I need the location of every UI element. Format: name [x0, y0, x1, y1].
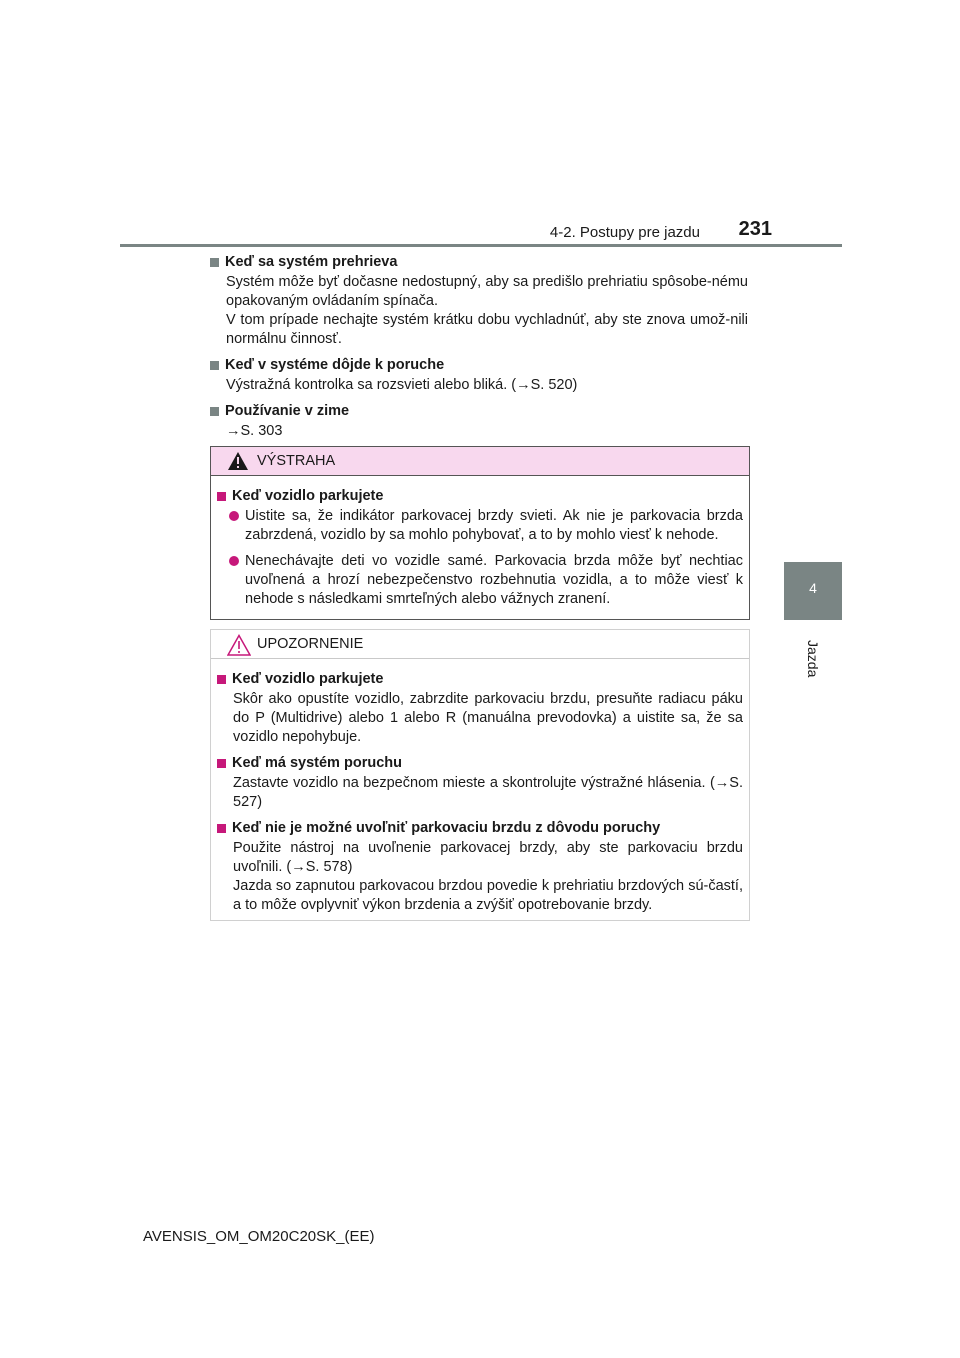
caution-item-title: Keď má systém poruchu: [232, 755, 402, 771]
page-header: [120, 218, 840, 246]
chapter-label-text: Jazda: [805, 640, 821, 678]
caution-line: Skôr ako opustíte vozidlo, zabrzdite parkovaciu brzdu, presuňte radiacu páku do P (Multidrive) alebo 1 alebo R (manuálna prevodovka) a uistite sa, že sa vozidlo nepohybuje.: [233, 691, 743, 745]
document-code: AVENSIS_OM_OM20C20SK_(EE): [143, 1228, 375, 1245]
item-line: →S. 303: [226, 423, 283, 439]
content-item: [210, 403, 748, 441]
main-content: [210, 254, 748, 449]
item-heading: [210, 357, 748, 373]
caution-triangle-icon: [227, 634, 251, 661]
caution-item-title: Keď vozidlo parkujete: [232, 671, 384, 687]
item-body: [226, 376, 748, 395]
square-bullet-icon: [210, 361, 219, 370]
caution-item: [217, 671, 743, 747]
item-body: [226, 273, 748, 349]
warning-bullet: [229, 552, 743, 609]
bullet-dot-icon: [229, 511, 239, 521]
caution-body: [211, 659, 749, 933]
item-line: Systém môže byť dočasne nedostupný, aby sa predišlo prehriatiu spôsobe-nému opakovaným ovládaním spínača.: [226, 274, 748, 309]
caution-item-body: [233, 839, 743, 915]
section-title: 4-2. Postupy pre jazdu: [549, 224, 700, 241]
warning-header: [211, 447, 749, 476]
warning-box: [210, 446, 750, 620]
caution-item: [217, 755, 743, 812]
content-item: [210, 254, 748, 349]
caution-item-body: [233, 774, 743, 812]
square-bullet-icon: [217, 824, 226, 833]
caution-heading: [217, 755, 743, 771]
warning-body: [211, 476, 749, 626]
chapter-label: [783, 640, 843, 700]
chapter-tab-number: 4: [809, 580, 817, 596]
header-rule: [120, 244, 842, 247]
caution-title: UPOZORNENIE: [257, 636, 364, 652]
square-bullet-icon: [210, 407, 219, 416]
caution-item-title: Keď nie je možné uvoľniť parkovaciu brzdu z dôvodu poruchy: [232, 820, 661, 836]
caution-line: Použite nástroj na uvoľnenie parkovacej brzdy, aby ste parkovaciu brzdu uvoľnili. (→S. 578): [233, 840, 743, 875]
item-title: Používanie v zime: [225, 403, 350, 419]
bullet-dot-icon: [229, 556, 239, 566]
chapter-tab[interactable]: [784, 562, 842, 620]
square-bullet-icon: [217, 492, 226, 501]
warning-title: VÝSTRAHA: [257, 453, 336, 469]
caution-item-body: [233, 690, 743, 747]
item-line: V tom prípade nechajte systém krátku dobu vychladnúť, aby ste znova umož-nili normálnu činnosť.: [226, 312, 748, 347]
warning-heading-text: Keď vozidlo parkujete: [232, 488, 384, 504]
item-title: Keď sa systém prehrieva: [225, 254, 398, 270]
caution-header: [211, 630, 749, 659]
warning-triangle-icon: [227, 451, 249, 476]
content-item: [210, 357, 748, 395]
caution-line: Jazda so zapnutou parkovacou brzdou povedie k prehriatiu brzdových sú-častí, a to môže ovplyvniť výkon brzdenia a zvýšiť opotrebovanie brzdy.: [233, 878, 743, 913]
item-body: [226, 422, 748, 441]
warning-bullet: [229, 507, 743, 545]
warning-bullet-text: Nenechávajte deti vo vozidle samé. Parkovacia brzda môže byť nechtiac uvoľnená a hrozí nebezpečenstvo rozbehnutia vozidla, a to môže viesť k nehode s následkami smrteľných alebo vážnych zranení.: [245, 553, 743, 607]
caution-heading: [217, 820, 743, 836]
caution-item: [217, 820, 743, 915]
square-bullet-icon: [217, 675, 226, 684]
item-line: Výstražná kontrolka sa rozsvieti alebo bliká. (→S. 520): [226, 377, 578, 393]
page-number: 231: [738, 218, 772, 240]
item-heading: [210, 254, 748, 270]
square-bullet-icon: [210, 258, 219, 267]
caution-heading: [217, 671, 743, 687]
item-title: Keď v systéme dôjde k poruche: [225, 357, 445, 373]
caution-line: Zastavte vozidlo na bezpečnom mieste a skontrolujte výstražné hlásenia. (→S. 527): [233, 775, 743, 810]
warning-heading: [217, 488, 743, 504]
square-bullet-icon: [217, 759, 226, 768]
item-heading: [210, 403, 748, 419]
warning-bullet-text: Uistite sa, že indikátor parkovacej brzdy svieti. Ak nie je parkovacia brzda zabrzdená, vozidlo by sa mohlo pohybovať, a to by mohlo viesť k nehode.: [245, 508, 743, 543]
caution-box: [210, 629, 750, 921]
